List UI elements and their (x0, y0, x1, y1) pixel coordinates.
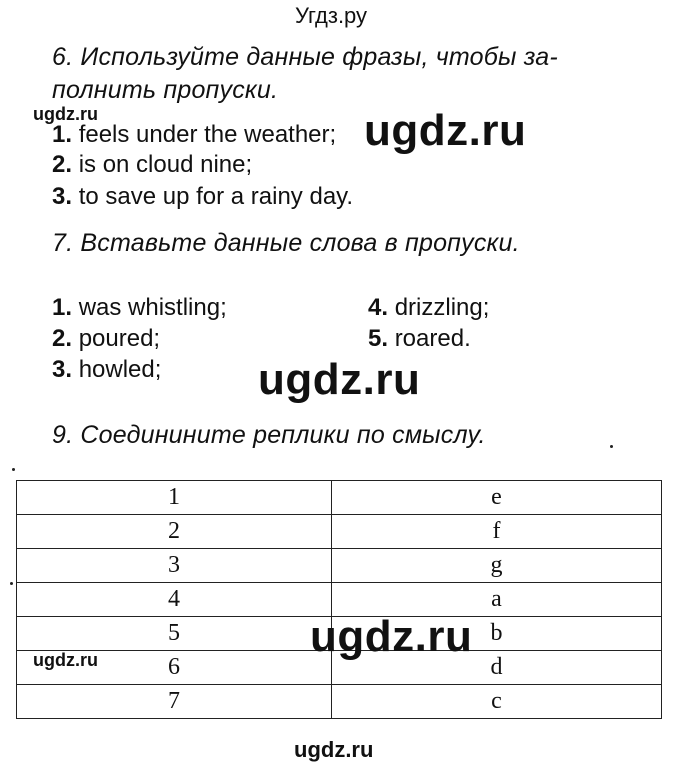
speck (10, 582, 13, 585)
task6-item-1 (52, 121, 336, 149)
item-text: to save up for a rainy day. (78, 183, 354, 210)
speck (610, 445, 613, 448)
item-text: is on cloud nine; (78, 151, 253, 178)
item-text: drizzling; (394, 294, 490, 321)
task6-title-line2: полнить пропуски. (52, 76, 279, 104)
table-cell-letter: g (332, 549, 662, 583)
item-number: 5. (368, 325, 389, 352)
table-row (17, 685, 662, 719)
item-number: 1. (52, 294, 73, 321)
table-row (17, 515, 662, 549)
watermark-big-1: ugdz.ru (364, 106, 527, 155)
table-cell-letter: f (332, 515, 662, 549)
table-cell-letter: c (332, 685, 662, 719)
site-title: Угдз.ру (295, 3, 368, 28)
table-cell-number: 7 (17, 685, 332, 719)
table-cell-letter: a (332, 583, 662, 617)
task6-title-line1: 6. Используйте данные фразы, чтобы за- (52, 43, 558, 71)
watermark-big-2: ugdz.ru (258, 355, 421, 404)
task7-item-3 (52, 356, 161, 384)
task7-item-2 (52, 325, 160, 353)
table-cell-number: 2 (17, 515, 332, 549)
item-number: 4. (368, 294, 389, 321)
item-text: was whistling; (78, 294, 227, 321)
task9-title: 9. Соединините реплики по смыслу. (52, 421, 486, 449)
item-text: poured; (78, 325, 161, 352)
table-cell-letter: b (332, 617, 662, 651)
table-row (17, 481, 662, 515)
watermark-small-top: ugdz.ru (33, 104, 98, 124)
watermark-small-left: ugdz.ru (33, 650, 98, 670)
table-cell-number: 4 (17, 583, 332, 617)
answer-table (16, 480, 662, 719)
table-row (17, 549, 662, 583)
task7-item-5 (368, 325, 471, 353)
table-cell-number: 5 (17, 617, 332, 651)
item-text: roared. (394, 325, 471, 352)
item-number: 3. (52, 356, 73, 383)
task7-item-1 (52, 294, 227, 322)
item-number: 2. (52, 151, 73, 178)
task7-item-4 (368, 294, 489, 322)
table-cell-letter: d (332, 651, 662, 685)
watermark-footer: ugdz.ru (294, 737, 374, 762)
item-text: howled; (78, 356, 162, 383)
item-number: 1. (52, 121, 73, 148)
task7-title: 7. Вставьте данные слова в пропуски. (52, 229, 520, 257)
item-number: 2. (52, 325, 73, 352)
table-cell-number: 6 (17, 651, 332, 685)
table-cell-number: 1 (17, 481, 332, 515)
speck (12, 468, 15, 471)
table-cell-number: 3 (17, 549, 332, 583)
table-cell-letter: e (332, 481, 662, 515)
watermark-big-3: ugdz.ru (310, 612, 473, 661)
item-text: feels under the weather; (78, 121, 337, 148)
task6-item-3 (52, 183, 353, 211)
task6-item-2 (52, 151, 252, 179)
item-number: 3. (52, 183, 73, 210)
